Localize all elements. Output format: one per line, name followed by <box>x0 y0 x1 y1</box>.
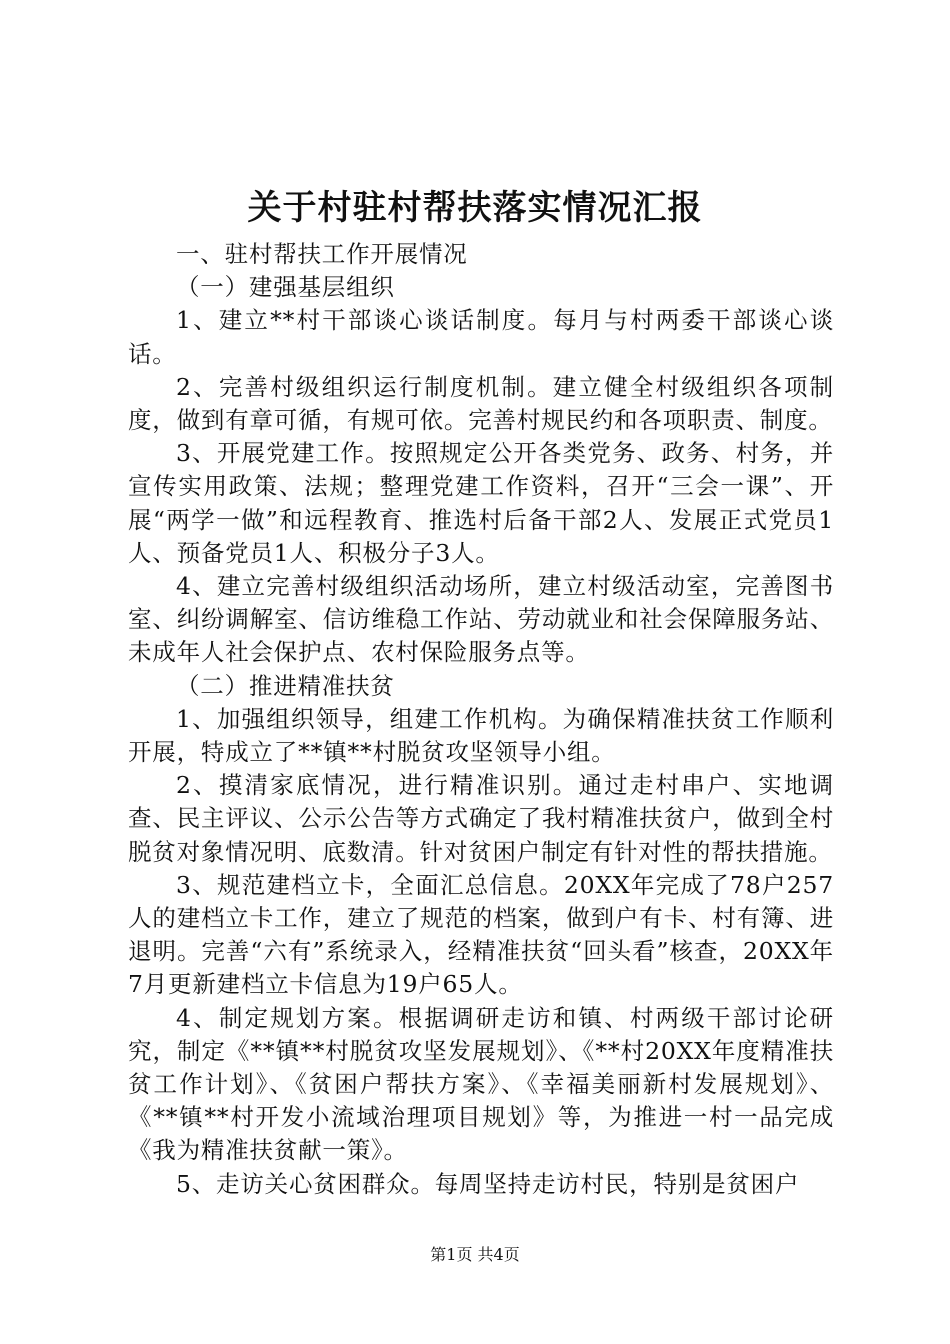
paragraph: 1、加强组织领导，组建工作机构。为确保精准扶贫工作顺利开展，特成立了**镇**村脱贫攻坚领导小组。 <box>128 704 834 767</box>
paragraph: 5、走访关心贫困群众。每周坚持走访村民，特别是贫困户 <box>176 1169 800 1198</box>
paragraph: 3、规范建档立卡，全面汇总信息。20XX年完成了78户257人的建档立卡工作，建立了规范的档案，做到户有卡、村有簿、进退明。完善“六有”系统录入，经精准扶贫“回头看”核查，20XX年7月更新建档立卡信息为19户65人。 <box>128 870 834 999</box>
page-footer: 第1页 共4页 <box>430 1245 520 1264</box>
paragraph: 3、开展党建工作。按照规定公开各类党务、政务、村务，并宣传实用政策、法规；整理党建工作资料，召开“三会一课”、开展“两学一做”和远程教育、推选村后备干部2人、发展正式党员1人、预备党员1人、积极分子3人。 <box>128 439 834 567</box>
paragraph: 4、建立完善村级组织活动场所，建立村级活动室，完善图书室、纠纷调解室、信访维稳工作站、劳动就业和社会保障服务站、未成年人社会保护点、农村保险服务点等。 <box>128 572 834 667</box>
paragraph: 2、完善村级组织运行制度机制。建立健全村级组织各项制度，做到有章可循，有规可依。完善村规民约和各项职责、制度。 <box>128 372 834 435</box>
document-body <box>128 238 834 1201</box>
paragraph: 2、摸清家底情况，进行精准识别。通过走村串户、实地调查、民主评议、公示公告等方式确定了我村精准扶贫户，做到全村脱贫对象情况明、底数清。针对贫困户制定有针对性的帮扶措施。 <box>128 771 834 866</box>
subsection-heading: （二）推进精准扶贫 <box>176 671 395 700</box>
subsection-heading: （一）建强基层组织 <box>176 273 395 302</box>
paragraph: 4、制定规划方案。根据调研走访和镇、村两级干部讨论研究，制定《**镇**村脱贫攻坚发展规划》、《**村20XX年度精准扶贫工作计划》、《贫困户帮扶方案》、《幸福美丽新村发展规划》、《**镇**村开发小流域治理项目规划》等，为推进一村一品完成《我为精准扶贫献一策》。 <box>128 1003 834 1165</box>
paragraph: 1、建立**村干部谈心谈话制度。每月与村两委干部谈心谈话。 <box>128 306 834 368</box>
section-heading: 一、驻村帮扶工作开展情况 <box>176 240 468 268</box>
document-title: 关于村驻村帮扶落实情况汇报 <box>247 188 703 228</box>
